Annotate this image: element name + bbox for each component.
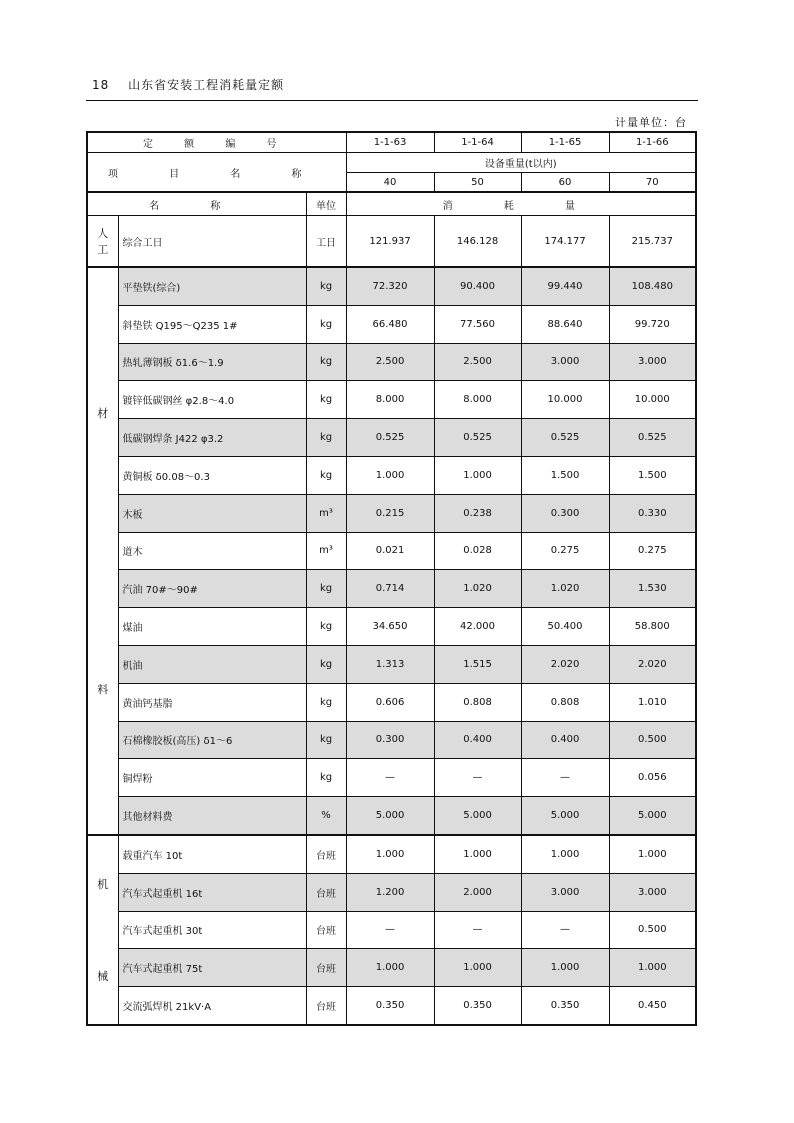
item-name: 载重汽车 10t — [118, 835, 306, 873]
item-unit: 台班 — [306, 949, 346, 987]
item-name: 其他材料费 — [118, 797, 306, 835]
item-value: 0.400 — [521, 721, 609, 759]
item-name: 石棉橡胶板(高压) δ1～6 — [118, 721, 306, 759]
item-value: 1.000 — [521, 949, 609, 987]
materials-category-bottom: 料 — [97, 682, 109, 696]
item-value: 1.500 — [609, 456, 696, 494]
item-name: 镀锌低碳钢丝 φ2.8～4.0 — [118, 381, 306, 419]
item-value: 2.020 — [521, 645, 609, 683]
item-value: 90.400 — [434, 267, 521, 305]
item-value: 42.000 — [434, 608, 521, 646]
materials-row — [87, 797, 696, 835]
item-value: 66.480 — [346, 305, 434, 343]
col-name-header: 名 称 — [87, 192, 306, 216]
item-value: — — [346, 911, 434, 949]
item-name: 斜垫铁 Q195～Q235 1# — [118, 305, 306, 343]
item-unit: kg — [306, 305, 346, 343]
page-number: 18 — [92, 78, 110, 92]
item-name: 铜焊粉 — [118, 759, 306, 797]
item-value: 1.000 — [609, 835, 696, 873]
item-unit: m³ — [306, 532, 346, 570]
item-unit: 台班 — [306, 873, 346, 911]
labor-name: 综合工日 — [118, 216, 306, 268]
item-name: 热轧薄钢板 δ1.6～1.9 — [118, 343, 306, 381]
materials-row — [87, 456, 696, 494]
item-value: 77.560 — [434, 305, 521, 343]
item-unit: kg — [306, 419, 346, 457]
item-value: 0.714 — [346, 570, 434, 608]
item-value: 0.606 — [346, 683, 434, 721]
item-value: 0.350 — [434, 987, 521, 1025]
item-value: 5.000 — [434, 797, 521, 835]
item-unit: kg — [306, 267, 346, 305]
item-unit: 台班 — [306, 911, 346, 949]
item-value: 10.000 — [521, 381, 609, 419]
item-name: 汽车式起重机 30t — [118, 911, 306, 949]
materials-row — [87, 721, 696, 759]
quota-code: 1-1-63 — [346, 132, 434, 153]
labor-unit: 工日 — [306, 216, 346, 268]
book-title: 山东省安装工程消耗量定额 — [128, 78, 285, 92]
item-unit: kg — [306, 570, 346, 608]
machinery-row — [87, 835, 696, 873]
item-value: 1.500 — [521, 456, 609, 494]
item-value: 50.400 — [521, 608, 609, 646]
item-value: 0.500 — [609, 911, 696, 949]
item-value: — — [521, 911, 609, 949]
item-name: 道木 — [118, 532, 306, 570]
materials-row — [87, 381, 696, 419]
param-value: 50 — [434, 173, 521, 193]
item-value: 0.808 — [521, 683, 609, 721]
item-value: 2.500 — [434, 343, 521, 381]
item-unit: kg — [306, 645, 346, 683]
item-value: 0.525 — [521, 419, 609, 457]
machinery-category-top: 机 — [97, 877, 109, 891]
materials-row — [87, 494, 696, 532]
header-rule — [86, 100, 698, 101]
item-value: 0.330 — [609, 494, 696, 532]
item-value: 1.000 — [346, 835, 434, 873]
item-value: 1.000 — [434, 835, 521, 873]
item-value: 72.320 — [346, 267, 434, 305]
item-name: 木板 — [118, 494, 306, 532]
col-unit-header: 单位 — [306, 192, 346, 216]
materials-row — [87, 267, 696, 305]
item-value: 0.400 — [434, 721, 521, 759]
quota-code: 1-1-66 — [609, 132, 696, 153]
item-value: 1.515 — [434, 645, 521, 683]
machinery-row — [87, 987, 696, 1025]
item-value: 3.000 — [521, 343, 609, 381]
param-label-row — [87, 153, 696, 173]
item-value: 0.028 — [434, 532, 521, 570]
item-value: 5.000 — [346, 797, 434, 835]
item-value: 1.530 — [609, 570, 696, 608]
item-unit: kg — [306, 456, 346, 494]
item-unit: kg — [306, 759, 346, 797]
item-value: 0.525 — [346, 419, 434, 457]
machinery-category-bottom: 械 — [97, 969, 109, 983]
item-value: 99.720 — [609, 305, 696, 343]
item-value: 0.525 — [609, 419, 696, 457]
item-value: 0.215 — [346, 494, 434, 532]
materials-row — [87, 645, 696, 683]
item-value: 1.000 — [434, 456, 521, 494]
item-unit: m³ — [306, 494, 346, 532]
materials-row — [87, 608, 696, 646]
item-value: 0.238 — [434, 494, 521, 532]
labor-category-top: 人 — [97, 227, 109, 240]
param-value: 60 — [521, 173, 609, 193]
item-value: 1.020 — [434, 570, 521, 608]
item-value: 5.000 — [609, 797, 696, 835]
materials-row — [87, 683, 696, 721]
item-value: 1.000 — [346, 949, 434, 987]
param-value: 40 — [346, 173, 434, 193]
item-value: — — [434, 759, 521, 797]
col-consumption-header: 消 耗 量 — [346, 192, 696, 216]
item-value: — — [434, 911, 521, 949]
item-value: 8.000 — [434, 381, 521, 419]
item-value: 1.000 — [609, 949, 696, 987]
item-name: 黄油钙基脂 — [118, 683, 306, 721]
item-unit: kg — [306, 343, 346, 381]
param-label: 设备重量(t以内) — [346, 153, 696, 173]
column-header-row — [87, 192, 696, 216]
item-value: 1.200 — [346, 873, 434, 911]
labor-row — [87, 216, 696, 268]
materials-row — [87, 532, 696, 570]
item-value: 3.000 — [609, 343, 696, 381]
item-unit: kg — [306, 381, 346, 419]
item-unit: kg — [306, 683, 346, 721]
item-name: 煤油 — [118, 608, 306, 646]
item-value: 1.000 — [434, 949, 521, 987]
machinery-row — [87, 911, 696, 949]
page-header — [92, 76, 284, 93]
labor-value: 121.937 — [346, 216, 434, 268]
quota-code: 1-1-65 — [521, 132, 609, 153]
item-value: 0.275 — [609, 532, 696, 570]
machinery-category — [87, 835, 118, 1025]
item-value: 1.313 — [346, 645, 434, 683]
item-unit: kg — [306, 608, 346, 646]
item-value: 3.000 — [521, 873, 609, 911]
materials-row — [87, 343, 696, 381]
item-unit: 台班 — [306, 835, 346, 873]
item-name: 机油 — [118, 645, 306, 683]
item-value: 10.000 — [609, 381, 696, 419]
item-value: 0.525 — [434, 419, 521, 457]
item-value: 1.020 — [521, 570, 609, 608]
item-value: — — [521, 759, 609, 797]
quota-code: 1-1-64 — [434, 132, 521, 153]
item-name: 平垫铁(综合) — [118, 267, 306, 305]
machinery-row — [87, 949, 696, 987]
item-value: 0.350 — [521, 987, 609, 1025]
item-value: 3.000 — [609, 873, 696, 911]
param-value: 70 — [609, 173, 696, 193]
item-value: 1.010 — [609, 683, 696, 721]
machinery-row — [87, 873, 696, 911]
labor-value: 174.177 — [521, 216, 609, 268]
item-value: 2.020 — [609, 645, 696, 683]
materials-row — [87, 419, 696, 457]
materials-row — [87, 759, 696, 797]
item-value: 8.000 — [346, 381, 434, 419]
item-value: — — [346, 759, 434, 797]
item-value: 0.300 — [346, 721, 434, 759]
item-value: 1.000 — [521, 835, 609, 873]
labor-value: 146.128 — [434, 216, 521, 268]
item-value: 2.000 — [434, 873, 521, 911]
item-value: 58.800 — [609, 608, 696, 646]
item-value: 0.275 — [521, 532, 609, 570]
item-unit: 台班 — [306, 987, 346, 1025]
item-value: 0.021 — [346, 532, 434, 570]
item-value: 108.480 — [609, 267, 696, 305]
item-value: 1.000 — [346, 456, 434, 494]
labor-category — [87, 216, 118, 268]
item-value: 5.000 — [521, 797, 609, 835]
item-value: 34.650 — [346, 608, 434, 646]
item-unit: kg — [306, 721, 346, 759]
labor-value: 215.737 — [609, 216, 696, 268]
unit-note: 计量单位：台 — [615, 116, 687, 129]
item-name: 汽车式起重机 75t — [118, 949, 306, 987]
item-name: 汽车式起重机 16t — [118, 873, 306, 911]
item-value: 2.500 — [346, 343, 434, 381]
quota-table — [86, 131, 697, 1026]
item-value: 0.500 — [609, 721, 696, 759]
item-value: 0.056 — [609, 759, 696, 797]
item-value: 0.350 — [346, 987, 434, 1025]
item-name-label: 项 目 名 称 — [87, 153, 346, 193]
quota-code-row — [87, 132, 696, 153]
item-value: 99.440 — [521, 267, 609, 305]
labor-category-bottom: 工 — [97, 243, 109, 256]
materials-category — [87, 267, 118, 835]
item-name: 交流弧焊机 21kV·A — [118, 987, 306, 1025]
item-name: 低碳钢焊条 J422 φ3.2 — [118, 419, 306, 457]
materials-category-top: 材 — [97, 406, 109, 420]
item-unit: % — [306, 797, 346, 835]
item-value: 88.640 — [521, 305, 609, 343]
item-name: 汽油 70#～90# — [118, 570, 306, 608]
item-value: 0.808 — [434, 683, 521, 721]
item-value: 0.300 — [521, 494, 609, 532]
item-value: 0.450 — [609, 987, 696, 1025]
quota-code-label: 定 额 编 号 — [87, 132, 346, 153]
item-name: 黄铜板 δ0.08～0.3 — [118, 456, 306, 494]
materials-row — [87, 305, 696, 343]
materials-row — [87, 570, 696, 608]
